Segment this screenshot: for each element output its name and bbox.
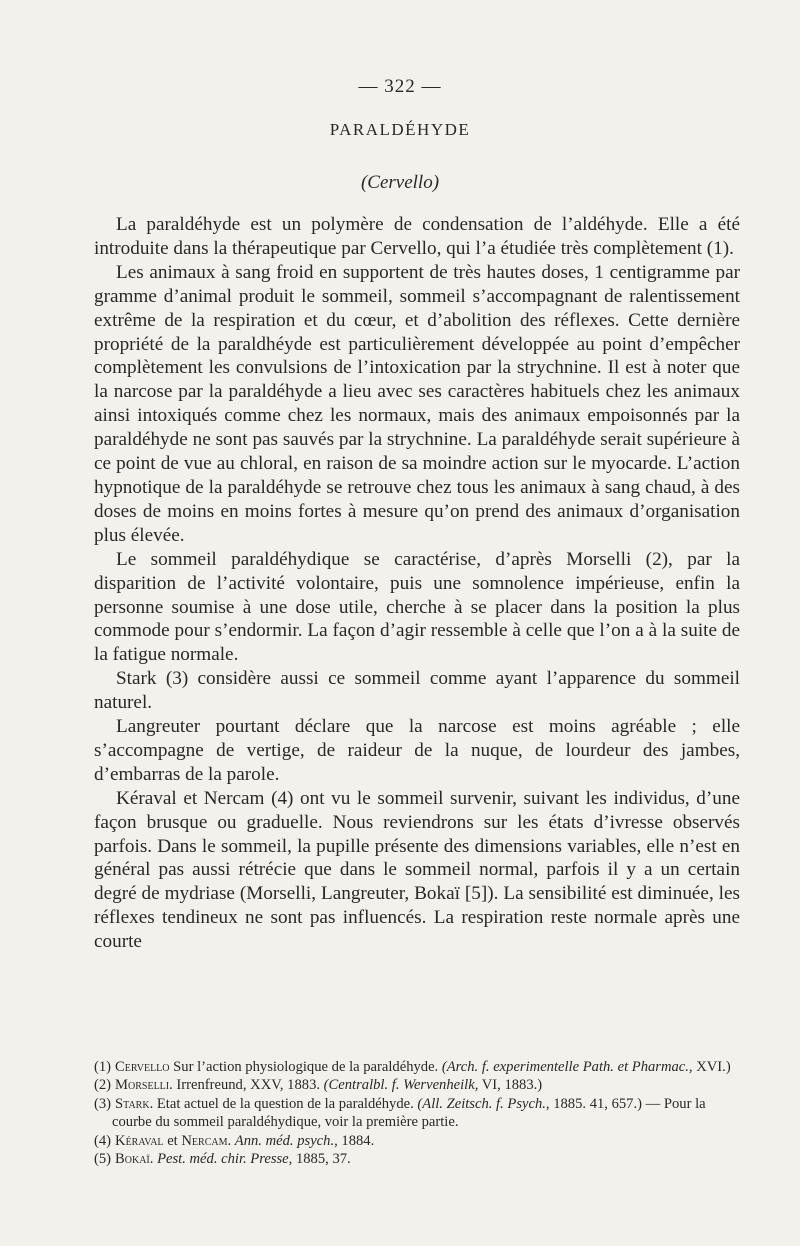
footnote-tail: 1884.	[337, 1132, 375, 1149]
footnote-number: (2)	[94, 1077, 112, 1094]
paragraph: Les animaux à sang froid en supportent de très hautes doses, 1 centigramme par gramme d’animal produit le sommeil, sommeil s’accompagnant de ralentissement extrême de la respiration et du cœur, et d’abolition des réflexes. Cette dernière propriété de la paraldhéyde est particulièrement développée au point d’empêcher complètement les convulsions de l’intoxication par la strychnine. Il est à noter que la narcose par la paraldéhyde a lieu avec ses caractères habituels chez les animaux ainsi intoxiqués comme chez les normaux, mais des animaux empoisonnés par la paraldéhyde ne sont pas sauvés par la strychnine. La paraldéhyde serait supérieure à ce point de vue au chloral, en raison de sa moindre action sur le myocarde. L’action hypnotique de la paraldéhyde se retrouve chez tous les animaux à sang chaud, à des doses de moins en moins fortes à mesure qu’on prend des animaux d’organisation plus élevée.	[94, 261, 740, 546]
footnote-source: (Arch. f. experimentelle Path. et Pharmac.,	[441, 1059, 693, 1075]
footnote-source: (All. Zeitsch. f. Psych.,	[417, 1095, 550, 1112]
footnote-tail: 1885. 41, 657.) — Pour la courbe du sommeil paraldéhydique, voir la première partie.	[112, 1095, 706, 1131]
paragraph: Langreuter pourtant déclare que la narcose est moins agréable ; elle s’accompagne de vertige, de raideur de la nuque, de lourdeur des jambes, d’embarras de la parole.	[94, 716, 740, 785]
footnote-tail: VI, 1883.)	[478, 1077, 543, 1094]
footnote-number: (5)	[94, 1151, 112, 1168]
footnote-text: Etat actuel de la question de la paraldéhyde.	[153, 1095, 418, 1112]
chapter-title: PARALDÉHYDE	[329, 120, 471, 139]
footnote-text: Sur l’action physiologique de la paraldéhyde.	[169, 1059, 442, 1075]
footnote	[94, 1150, 740, 1168]
footnote-number: (3)	[94, 1095, 112, 1112]
footnote-author: Cervello	[115, 1059, 170, 1075]
footnote-tail: XVI.)	[692, 1059, 731, 1075]
footnote-source: (Centralbl. f. Wervenheilk,	[323, 1077, 479, 1094]
footnotes	[94, 1058, 740, 1168]
footnote-tail: 1885, 37.	[292, 1151, 351, 1168]
footnote	[94, 1095, 740, 1132]
footnote	[94, 1076, 740, 1094]
page-number: — 322 —	[358, 76, 442, 97]
paragraph: Stark (3) considère aussi ce sommeil comme ayant l’apparence du sommeil naturel.	[94, 668, 740, 714]
footnote-author: Bokaï.	[115, 1151, 154, 1168]
footnote-number: (1)	[94, 1059, 112, 1075]
footnote-number: (4)	[94, 1132, 112, 1149]
footnote-author: Morselli.	[115, 1077, 173, 1094]
chapter-subtitle: (Cervello)	[360, 172, 440, 193]
paragraph: Kéraval et Nercam (4) ont vu le sommeil survenir, suivant les individus, d’une façon brusque ou graduelle. Nous reviendrons sur les états d’ivresse observés parfois. Dans le sommeil, la pupille présente des dimensions variables, elle n’est en général pas aussi rétrécie que dans le sommeil normal, parfois il y a un certain degré de mydriase (Morselli, Langreuter, Bokaï [5]). La sensibilité est diminuée, les réflexes tendineux ne sont pas influencés. La respiration reste normale après une courte	[94, 787, 740, 953]
footnote	[94, 1132, 740, 1150]
body-text	[94, 213, 740, 954]
footnote-author: Stark.	[115, 1095, 154, 1112]
footnote-text: et	[163, 1132, 182, 1149]
footnote-source: Pest. méd. chir. Presse,	[157, 1151, 293, 1168]
footnote-author: Kéraval	[115, 1132, 164, 1149]
footnote-text: Irrenfreund, XXV, 1883.	[172, 1077, 324, 1094]
footnote-source: Ann. méd. psych.,	[234, 1132, 338, 1149]
paragraph: La paraldéhyde est un polymère de condensation de l’aldéhyde. Elle a été introduite dans la thérapeutique par Cervello, qui l’a étudiée très complètement (1).	[94, 214, 740, 259]
footnote-author: Nercam.	[181, 1132, 232, 1149]
paragraph: Le sommeil paraldéhydique se caractérise, d’après Morselli (2), par la disparition de l’activité volontaire, puis une somnolence impérieuse, enfin la personne soumise à une dose utile, cherche à se placer dans la position la plus commode pour s’endormir. La façon d’agir ressemble à celle que l’on a à la suite de la fatigue normale.	[94, 548, 740, 666]
footnote	[94, 1058, 740, 1076]
